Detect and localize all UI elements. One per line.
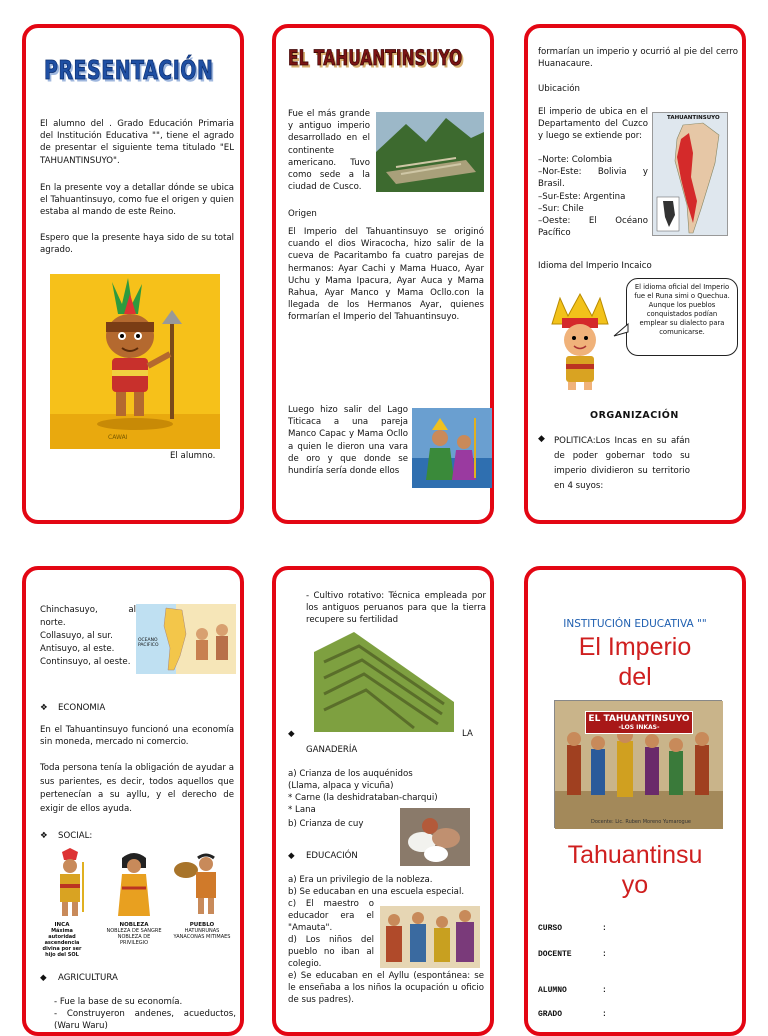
- presentacion-title: PRESENTACIÓN: [44, 56, 214, 86]
- tahuantinsuyo-intro: Fue el más grande y antiguo imperio desarrollado en el continente americano. Tuvo como sede a la ciudad de Cusco.: [288, 109, 370, 193]
- ganaderia-la: LA: [462, 729, 473, 739]
- bubble-tail: [614, 324, 630, 338]
- ganaderia-b: b) Crianza de cuy: [288, 819, 364, 829]
- inca-figure-icon: [40, 848, 100, 918]
- ubicacion-continuation: formarían un imperio y ocurrió al pie del cerro Huanacaure.: [538, 47, 738, 70]
- suyo-continsuyo: Continsuyo, al oeste.: [40, 657, 131, 667]
- cover-image-credit: Docente: Lic. Ruben Moreno Yumarogue: [591, 819, 691, 825]
- andenes-terraces-image: [314, 632, 454, 732]
- panel-tahuantinsuyo: [272, 24, 494, 524]
- institucion-label: INSTITUCIÓN EDUCATIVA "": [563, 618, 707, 630]
- pueblo-figure-icon: [172, 848, 232, 918]
- nobleza-figure-icon: [104, 848, 164, 918]
- economia-text1: En el Tahuantinsuyo funcionó una economía sin moneda, mercado ni comercio.: [40, 725, 234, 748]
- inca-warrior-illustration: CAWAI: [50, 274, 220, 449]
- social-pueblo: [172, 848, 232, 958]
- social-inca: [40, 848, 100, 958]
- economia-text2: Toda persona tenía la obligación de ayudar a sus parientes, es decir, todos aquellos que pertenecían a su ayllu, y el derecho de exigir de ellos ayuda.: [40, 763, 234, 814]
- presentacion-para1: El alumno del . Grado Educación Primaria del Institución Educativa "", tiene el agrado de presentar el siguiente tema titulado "EL TAHUANTINSUYO".: [40, 119, 234, 166]
- diamond-bullet-icon: ◆: [538, 434, 545, 444]
- bubble-text: El idioma oficial del Imperio fue el Runa simi o Quechua. Aunque los pueblos conquistados podían emplear su dialecto para comunicarse.: [634, 283, 730, 336]
- manco-capac-illustration: [412, 408, 492, 488]
- agricultura-heading: AGRICULTURA: [58, 973, 118, 983]
- ubicacion-text: El imperio de ubica en el Departamento del Cuzco y luego se extiende por:: [538, 107, 648, 142]
- nobleza-title: NOBLEZA: [119, 922, 149, 928]
- lago-text: Luego hizo salir del Lago Titicaca a una pareja Manco Capac y Mama Ocllo a quien le dieron una vara de oro y que donde se hundiría sería donde ellos: [288, 405, 408, 477]
- field-grado-sep: :: [602, 1010, 607, 1019]
- inca-title: INCA: [54, 922, 70, 928]
- inca-desc: Máxima autoridad ascendencia divina por ser hijo del SOL: [42, 928, 82, 958]
- limit-oeste: –Oeste: El Océano Pacífico: [538, 216, 648, 239]
- suyos-map: [136, 604, 236, 674]
- machu-picchu-photo: [376, 112, 484, 192]
- cover-title-line1: El Imperio: [578, 633, 692, 661]
- agri-line1: - Fue la base de su economía.: [54, 997, 183, 1007]
- field-grado-label: GRADO: [538, 1010, 563, 1019]
- ganaderia-a2: (Llama, alpaca y vicuña): [288, 781, 394, 791]
- diamond-bullet-icon: ◆: [288, 729, 295, 739]
- origen-heading: Origen: [288, 209, 317, 219]
- cover-title-line4: yo: [621, 871, 649, 899]
- organizacion-heading: ORGANIZACIÓN: [590, 410, 679, 421]
- origen-text: El Imperio del Tahuantinsuyo se originó cuando el dios Wiracocha, hizo salir de la cueva de Pacaritambo fa cuatro parejas de hermanos: Ayar Cachi y Mama Huaco, Ayar Uchu y Mama Ipacura, Ayar Auca y Mama Rahua, Ayar Manco y Mama Ocllo.con la llegada de los Hermanos Ayar, quienes formarían el Imperio del Tahuantinsuyo.: [288, 227, 484, 323]
- educacion-c: c) El maestro o educador era el "Amauta".: [288, 899, 374, 934]
- ubicacion-heading: Ubicación: [538, 84, 580, 94]
- nobleza-desc: NOBLEZA DE SANGRE NOBLEZA DE PRIVILEGIO: [106, 928, 162, 946]
- pueblo-desc: HATUNRUNAS YANACONAS MITIMAES: [173, 928, 231, 940]
- map-label: TAHUANTINSUYO: [667, 115, 720, 121]
- cultivo-rotativo: - Cultivo rotativo: Técnica empleada por los antiguos peruanos para que la tierra recupere su fertilidad: [306, 591, 486, 626]
- educacion-heading: EDUCACIÓN: [306, 851, 358, 861]
- panel-presentacion: [22, 24, 244, 524]
- diamond-bullet-icon: ◆: [40, 973, 47, 983]
- field-docente-label: DOCENTE: [538, 950, 572, 959]
- field-curso-sep: :: [602, 924, 607, 933]
- pueblo-title: PUEBLO: [189, 922, 215, 928]
- ganaderia-lana: * Lana: [288, 805, 316, 815]
- panel-ganaderia-educacion: [272, 566, 494, 1036]
- education-illustration: [380, 906, 480, 968]
- economia-heading: ECONOMIA: [58, 703, 106, 713]
- hollow-diamond-bullet-icon: ❖: [40, 831, 48, 841]
- cover-title-line3: Tahuantinsu: [567, 841, 703, 869]
- field-docente-sep: :: [602, 950, 607, 959]
- educacion-b: b) Se educaban en una escuela especial.: [288, 887, 465, 897]
- social-nobleza: [104, 848, 164, 958]
- panel-ubicacion: [524, 24, 746, 524]
- suyo-collasuyo: Collasuyo, al sur.: [40, 631, 113, 641]
- tahuantinsuyo-map: [652, 112, 728, 236]
- ganaderia-a: a) Crianza de los auquénidos: [288, 769, 413, 779]
- idioma-heading: Idioma del Imperio Incaico: [538, 261, 652, 271]
- field-alumno-label: ALUMNO: [538, 986, 567, 995]
- social-heading: SOCIAL:: [58, 831, 93, 841]
- limit-noreste: –Nor-Este: Bolivia y Brasil.: [538, 167, 648, 190]
- ganaderia-carne: * Carne (la deshidrataban-charqui): [288, 793, 438, 803]
- suyo-chinchasuyo: Chinchasuyo, al norte.: [40, 605, 136, 628]
- presentacion-para3: Espero que la presente haya sido de su total agrado.: [40, 233, 234, 256]
- suyos-map-label: OCEANO PACIFICO: [138, 638, 159, 648]
- educacion-d: d) Los niños del pueblo no iban al colegio.: [288, 935, 374, 970]
- educacion-a: a) Era un privilegio de la nobleza.: [288, 875, 433, 885]
- agri-line2: - Construyeron andenes, acueductos, (Waru Waru): [54, 1009, 236, 1032]
- suyos-list: [40, 604, 136, 669]
- diamond-bullet-icon: ◆: [288, 851, 295, 861]
- cuy-photo: [400, 808, 470, 866]
- cover-banner-subtitle: -LOS INKAS-: [618, 724, 660, 731]
- ganaderia-heading: GANADERÍA: [306, 745, 358, 755]
- cover-title-line2: del: [618, 663, 652, 691]
- speech-bubble: [626, 278, 738, 356]
- educacion-e: e) Se educaban en el Ayllu (espontánea: se le enseñaba a los niños la ocupación u oficio de sus padres).: [288, 971, 484, 1006]
- panel-cover: [524, 566, 746, 1036]
- limit-sur: –Sur: Chile: [538, 203, 584, 214]
- tahuantinsuyo-title: EL TAHUANTINSUYO: [288, 46, 463, 71]
- field-alumno-sep: :: [602, 986, 607, 995]
- panel-economia: [22, 566, 244, 1036]
- cover-banner: [585, 711, 693, 734]
- suyo-antisuyo: Antisuyo, al este.: [40, 644, 115, 654]
- limit-norte: –Norte: Colombia: [538, 155, 613, 165]
- limit-sureste: –Sur-Este: Argentina: [538, 191, 626, 202]
- hollow-diamond-bullet-icon: ❖: [40, 703, 48, 713]
- presentacion-caption: El alumno.: [170, 451, 216, 461]
- presentacion-para2: En la presente voy a detallar dónde se ubica el Tahuantinsuyo, como fue el origen y quien estaba al mando de este Reino.: [40, 183, 234, 218]
- cover-banner-title: EL TAHUANTINSUYO: [588, 714, 690, 724]
- inca-child-illustration: [540, 294, 620, 392]
- politica-text: POLITICA:Los Incas en su afán de poder gobernar todo su imperio dividieron su territorio en 4 suyos:: [554, 436, 690, 491]
- ubicacion-limits: [538, 154, 648, 239]
- field-curso-label: CURSO: [538, 924, 563, 933]
- cover-tahuantinsuyo-image: [554, 700, 722, 828]
